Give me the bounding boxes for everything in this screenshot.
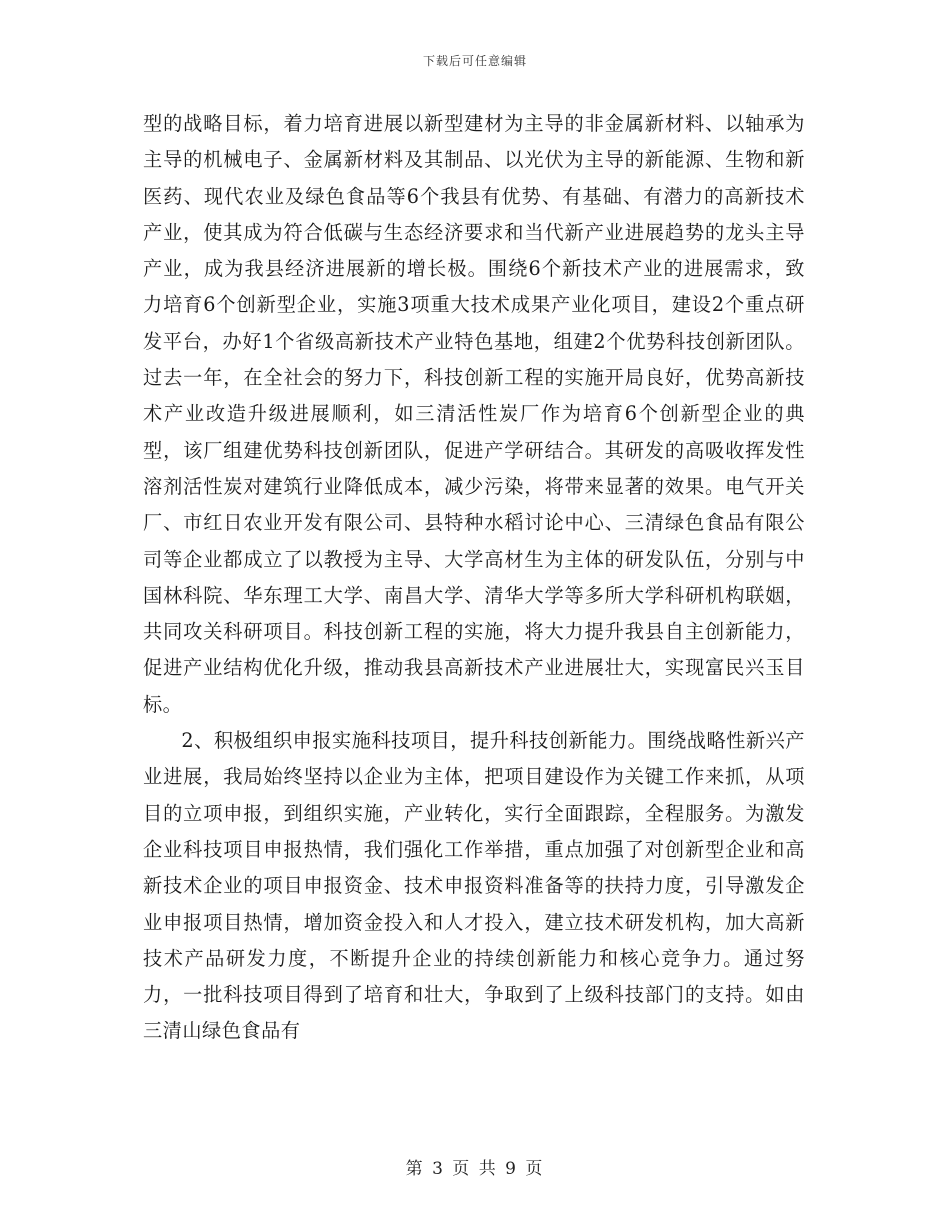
- paragraph-item-2: 2、积极组织申报实施科技项目，提升科技创新能力。围绕战略性新兴产业进展，我局始终坚持以企业为主体，把项目建设作为关键工作来抓，从项目的立项申报，到组织实施，产业转化，实行全面跟踪，全程服务。为激发企业科技项目申报热情，我们强化工作举措，重点加强了对创新型企业和高新技术企业的项目申报资金、技术申报资料准备等的扶持力度，引导激发企业申报项目热情，增加资金投入和人才投入，建立技术研发机构，加大高新技术产品研发力度，不断提升企业的持续创新能力和核心竞争力。通过努力，一批科技项目得到了培育和壮大，争取到了上级科技部门的支持。如由三清山绿色食品有: [143, 729, 805, 1043]
- page-header: 下载后可任意编辑: [422, 54, 527, 68]
- paragraph-continuation: 型的战略目标，着力培育进展以新型建材为主导的非金属新材料、以轴承为主导的机械电子、金属新材料及其制品、以光伏为主导的新能源、生物和新医药、现代农业及绿色食品等6个我县有优势、有基础、有潜力的高新技术产业，使其成为符合低碳与生态经济要求和当代新产业进展趋势的龙头主导产业，成为我县经济进展新的增长极。围绕6个新技术产业的进展需求，致力培育6个创新型企业，实施3项重大技术成果产业化项目，建设2个重点研发平台，办好1个省级高新技术产业特色基地，组建2个优势科技创新团队。过去一年，在全社会的努力下，科技创新工程的实施开局良好，优势高新技术产业改造升级进展顺利，如三清活性炭厂作为培育6个创新型企业的典型，该厂组建优势科技创新团队，促进产学研结合。其研发的高吸收挥发性溶剂活性炭对建筑行业降低成本，减少污染，将带来显著的效果。电气开关厂、市红日农业开发有限公司、县特种水稻讨论中心、三清绿色食品有限公司等企业都成立了以教授为主导、大学高材生为主体的研发队伍，分别与中国林科院、华东理工大学、南昌大学、清华大学等多所大学科研机构联姻，共同攻关科研项目。科技创新工程的实施，将大力提升我县自主创新能力，促进产业结构优化升级，推动我县高新技术产业进展壮大，实现富民兴玉目标。: [143, 112, 805, 716]
- page-footer: 第 3 页 共 9 页: [405, 1159, 545, 1179]
- body-text: [143, 106, 805, 1050]
